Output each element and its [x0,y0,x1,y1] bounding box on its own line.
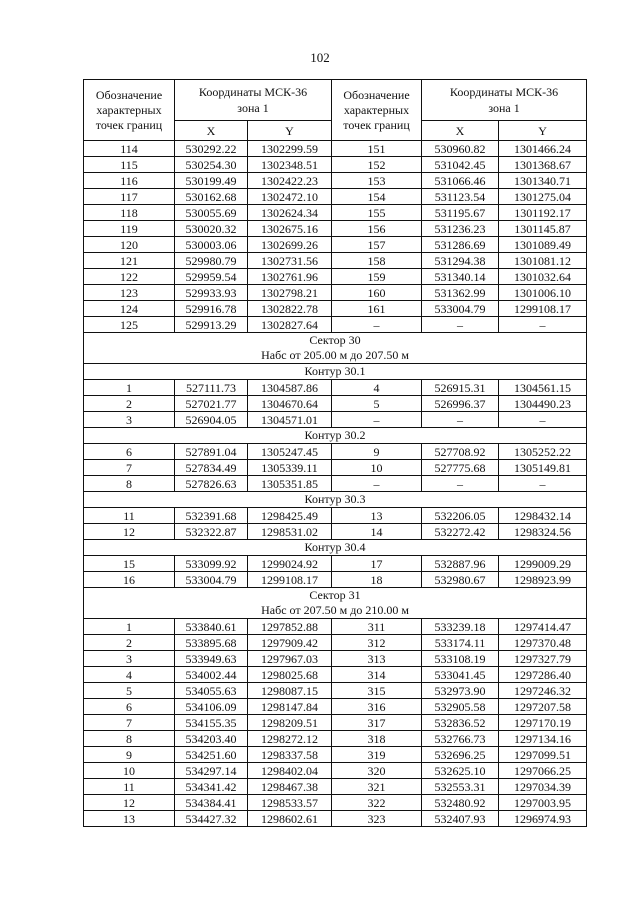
x-coordinate-cell: 532553.31 [422,779,499,795]
y-coordinate-cell: 1298087.15 [248,683,332,699]
point-label-header [84,80,175,141]
point-number-cell: 160 [332,285,422,301]
y-coordinate-cell: 1302798.21 [248,285,332,301]
x-coordinate-cell: 532206.05 [422,508,499,524]
table-row [84,317,587,333]
table-row [84,157,587,173]
y-coordinate-cell: 1305149.81 [499,460,587,476]
x-coordinate-cell: 531042.45 [422,157,499,173]
y-coordinate-cell: 1297134.16 [499,731,587,747]
y-coordinate-cell: 1301275.04 [499,189,587,205]
x-coordinate-cell: 529916.78 [175,301,248,317]
y-coordinate-cell: 1305351.85 [248,476,332,492]
point-number-cell: 120 [84,237,175,253]
table-row [84,715,587,731]
section-title-line: Контур 30.4 [304,540,366,554]
coord-group-line: Координаты МСК-36 [449,85,559,99]
point-number-cell: 318 [332,731,422,747]
page-number: 102 [310,50,330,65]
table-row [84,380,587,396]
y-coordinate-cell: 1301466.24 [499,141,587,157]
point-number-cell: 1 [84,619,175,635]
point-number-cell: 5 [332,396,422,412]
x-coordinate-cell: 532625.10 [422,763,499,779]
y-coordinate-cell: – [499,317,587,333]
x-coordinate-cell: 527775.68 [422,460,499,476]
coordinates-table [83,79,587,827]
section-title [84,492,587,508]
table-row [84,572,587,588]
x-coordinate-cell: 526996.37 [422,396,499,412]
point-label-line: точек границ [95,117,163,132]
x-coordinate-cell: 530199.49 [175,173,248,189]
point-label-line: характерных [343,102,410,117]
point-number-cell: 114 [84,141,175,157]
point-number-cell: 10 [84,763,175,779]
table-row [84,285,587,301]
y-coordinate-cell: 1305339.11 [248,460,332,476]
x-coordinate-cell: 531294.38 [422,253,499,269]
point-number-cell: 156 [332,221,422,237]
x-coordinate-cell: 529980.79 [175,253,248,269]
table-row [84,811,587,827]
point-number-cell: 11 [84,508,175,524]
section-title [84,428,587,444]
table-row [84,396,587,412]
section-header-row [84,364,587,380]
y-coordinate-cell: 1299024.92 [248,556,332,572]
y-coordinate-cell: 1298533.57 [248,795,332,811]
x-coordinate-cell: 533004.79 [422,301,499,317]
x-coordinate-cell: 534251.60 [175,747,248,763]
x-coordinate-cell: 534384.41 [175,795,248,811]
table-row [84,173,587,189]
y-coordinate-cell: 1299009.29 [499,556,587,572]
x-coordinate-cell: 532272.42 [422,524,499,540]
y-coordinate-cell: 1297207.58 [499,699,587,715]
y-coordinate-cell: 1297327.79 [499,651,587,667]
table-row [84,651,587,667]
x-coordinate-cell: 529933.93 [175,285,248,301]
point-number-cell: 121 [84,253,175,269]
point-number-cell: 122 [84,269,175,285]
point-label-line: характерных [96,102,162,117]
x-coordinate-cell: 531286.69 [422,237,499,253]
point-number-cell: 157 [332,237,422,253]
y-coordinate-cell: 1302731.56 [248,253,332,269]
x-coordinate-cell: 533041.45 [422,667,499,683]
point-number-cell: 12 [84,795,175,811]
section-title-line: Набс от 207.50 м до 210.00 м [261,603,409,617]
point-number-cell: 313 [332,651,422,667]
table-row [84,444,587,460]
y-coordinate-cell: 1298531.02 [248,524,332,540]
point-number-cell: 119 [84,221,175,237]
x-coordinate-cell: 532322.87 [175,524,248,540]
point-number-cell: 152 [332,157,422,173]
x-coordinate-cell: 532887.96 [422,556,499,572]
table-row [84,763,587,779]
y-coordinate-cell: 1298602.61 [248,811,332,827]
y-coordinate-cell: 1298272.12 [248,731,332,747]
y-coordinate-cell: 1298923.99 [499,572,587,588]
point-number-cell: 125 [84,317,175,333]
x-coordinate-cell: 531236.23 [422,221,499,237]
point-number-cell: 153 [332,173,422,189]
y-coordinate-cell: 1301089.49 [499,237,587,253]
y-coordinate-cell: 1298467.38 [248,779,332,795]
point-label-line: точек границ [343,117,410,132]
point-number-cell: 3 [84,651,175,667]
x-coordinate-cell: 531195.67 [422,205,499,221]
x-coordinate-cell: 527111.73 [175,380,248,396]
x-coordinate-cell: 533174.11 [422,635,499,651]
y-coordinate-cell: 1297170.19 [499,715,587,731]
point-number-cell: 9 [332,444,422,460]
y-coordinate-cell: 1297370.48 [499,635,587,651]
point-number-cell: 322 [332,795,422,811]
y-coordinate-cell: 1297099.51 [499,747,587,763]
point-number-cell: 16 [84,572,175,588]
y-coordinate-cell: 1299108.17 [248,572,332,588]
y-coordinate-cell: 1302348.51 [248,157,332,173]
y-coordinate-cell: 1298025.68 [248,667,332,683]
x-coordinate-cell: 532905.58 [422,699,499,715]
point-number-cell: 7 [84,715,175,731]
section-title-line: Контур 30.2 [304,428,366,442]
x-coordinate-cell: 532480.92 [422,795,499,811]
x-axis-header: X [175,121,248,141]
x-coordinate-cell: 527891.04 [175,444,248,460]
section-title [84,588,587,619]
table-header-row [84,80,587,121]
point-number-cell: 8 [84,476,175,492]
point-number-cell: 118 [84,205,175,221]
table-row [84,460,587,476]
y-coordinate-cell: 1302699.26 [248,237,332,253]
y-coordinate-cell: 1298209.51 [248,715,332,731]
point-number-cell: 123 [84,285,175,301]
point-number-cell: 161 [332,301,422,317]
table-row [84,683,587,699]
x-coordinate-cell: 533895.68 [175,635,248,651]
y-coordinate-cell: 1297066.25 [499,763,587,779]
y-coordinate-cell: 1305247.45 [248,444,332,460]
x-coordinate-cell: 532391.68 [175,508,248,524]
y-coordinate-cell: 1305252.22 [499,444,587,460]
x-coordinate-cell: 531123.54 [422,189,499,205]
section-header-row [84,588,587,619]
y-coordinate-cell: 1297034.39 [499,779,587,795]
point-number-cell: 319 [332,747,422,763]
section-header-row [84,540,587,556]
x-coordinate-cell: 533949.63 [175,651,248,667]
x-coordinate-cell: 534297.14 [175,763,248,779]
point-number-cell: 4 [84,667,175,683]
section-header-row [84,428,587,444]
y-coordinate-cell: 1298147.84 [248,699,332,715]
x-coordinate-cell: – [422,476,499,492]
table-row [84,524,587,540]
x-coordinate-cell: 532836.52 [422,715,499,731]
y-coordinate-cell: 1297414.47 [499,619,587,635]
y-coordinate-cell: 1304571.01 [248,412,332,428]
table-row [84,476,587,492]
x-coordinate-cell: 531362.99 [422,285,499,301]
point-number-cell: 155 [332,205,422,221]
table-row [84,747,587,763]
section-title-line: Контур 30.1 [304,364,366,378]
point-number-cell: 124 [84,301,175,317]
point-number-cell: 317 [332,715,422,731]
y-coordinate-cell: 1301145.87 [499,221,587,237]
x-coordinate-cell: – [422,317,499,333]
point-number-cell: 116 [84,173,175,189]
y-coordinate-cell: 1296974.93 [499,811,587,827]
point-number-cell: – [332,476,422,492]
point-number-cell: 10 [332,460,422,476]
point-number-cell: 115 [84,157,175,173]
point-number-cell: 321 [332,779,422,795]
point-number-cell: 2 [84,635,175,651]
table-row [84,205,587,221]
y-coordinate-cell: 1298425.49 [248,508,332,524]
point-number-cell: 7 [84,460,175,476]
table-row [84,667,587,683]
x-coordinate-cell: 530020.32 [175,221,248,237]
x-coordinate-cell: 527708.92 [422,444,499,460]
y-coordinate-cell: 1304561.15 [499,380,587,396]
y-coordinate-cell: 1297286.40 [499,667,587,683]
table-row [84,237,587,253]
y-coordinate-cell: – [499,476,587,492]
table-row [84,779,587,795]
y-axis-header: Y [248,121,332,141]
table-row [84,253,587,269]
x-coordinate-cell: 533239.18 [422,619,499,635]
y-coordinate-cell: 1302299.59 [248,141,332,157]
point-number-cell: 316 [332,699,422,715]
y-coordinate-cell: 1297003.95 [499,795,587,811]
y-axis-header: Y [499,121,587,141]
y-coordinate-cell: – [499,412,587,428]
y-coordinate-cell: 1301340.71 [499,173,587,189]
table-row [84,221,587,237]
point-number-cell: 151 [332,141,422,157]
x-coordinate-cell: 532407.93 [422,811,499,827]
x-coordinate-cell: 532696.25 [422,747,499,763]
x-coordinate-cell: 532766.73 [422,731,499,747]
section-title-line: Контур 30.3 [304,492,366,506]
point-number-cell: 18 [332,572,422,588]
point-number-cell: 14 [332,524,422,540]
x-axis-header: X [422,121,499,141]
point-number-cell: 17 [332,556,422,572]
section-title-line: Набс от 205.00 м до 207.50 м [261,348,409,362]
x-coordinate-cell: 534155.35 [175,715,248,731]
table-row [84,301,587,317]
point-number-cell: 158 [332,253,422,269]
point-number-cell: 13 [332,508,422,524]
x-coordinate-cell: 533840.61 [175,619,248,635]
x-coordinate-cell: 533099.92 [175,556,248,572]
point-number-cell: 5 [84,683,175,699]
y-coordinate-cell: 1302675.16 [248,221,332,237]
x-coordinate-cell: 532980.67 [422,572,499,588]
point-number-cell: 312 [332,635,422,651]
x-coordinate-cell: 534106.09 [175,699,248,715]
x-coordinate-cell: 527826.63 [175,476,248,492]
y-coordinate-cell: 1302422.23 [248,173,332,189]
section-header-row [84,492,587,508]
y-coordinate-cell: 1297967.03 [248,651,332,667]
y-coordinate-cell: 1297909.42 [248,635,332,651]
x-coordinate-cell: 526904.05 [175,412,248,428]
point-number-cell: 117 [84,189,175,205]
x-coordinate-cell: 529913.29 [175,317,248,333]
point-number-cell: – [332,317,422,333]
section-title-line: Сектор 31 [309,588,361,602]
point-number-cell: 11 [84,779,175,795]
table-row [84,412,587,428]
point-number-cell: 6 [84,699,175,715]
y-coordinate-cell: 1301006.10 [499,285,587,301]
x-coordinate-cell: 531066.46 [422,173,499,189]
y-coordinate-cell: 1304587.86 [248,380,332,396]
section-title [84,333,587,364]
y-coordinate-cell: 1302624.34 [248,205,332,221]
x-coordinate-cell: 533004.79 [175,572,248,588]
table-row [84,731,587,747]
point-number-cell: 8 [84,731,175,747]
x-coordinate-cell: 534341.42 [175,779,248,795]
point-number-cell: 6 [84,444,175,460]
y-coordinate-cell: 1299108.17 [499,301,587,317]
point-number-cell: 2 [84,396,175,412]
x-coordinate-cell: 530254.30 [175,157,248,173]
point-label-header [332,80,422,141]
section-title-line: Сектор 30 [309,333,361,347]
point-number-cell: 315 [332,683,422,699]
x-coordinate-cell: – [422,412,499,428]
point-number-cell: 159 [332,269,422,285]
point-label-line: Обозначение [95,87,163,102]
point-number-cell: 3 [84,412,175,428]
coord-group-line: зона 1 [237,101,269,115]
point-number-cell: 13 [84,811,175,827]
x-coordinate-cell: 531340.14 [422,269,499,285]
table-row [84,619,587,635]
table-row [84,189,587,205]
y-coordinate-cell: 1301081.12 [499,253,587,269]
y-coordinate-cell: 1302827.64 [248,317,332,333]
x-coordinate-cell: 534427.32 [175,811,248,827]
coord-group-line: Координаты МСК-36 [198,85,308,99]
section-title [84,540,587,556]
x-coordinate-cell: 527834.49 [175,460,248,476]
x-coordinate-cell: 534203.40 [175,731,248,747]
x-coordinate-cell: 534055.63 [175,683,248,699]
point-label-line: Обозначение [343,87,410,102]
point-number-cell: – [332,412,422,428]
coord-group-line: зона 1 [488,101,520,115]
point-number-cell: 4 [332,380,422,396]
y-coordinate-cell: 1301368.67 [499,157,587,173]
y-coordinate-cell: 1297852.88 [248,619,332,635]
y-coordinate-cell: 1301192.17 [499,205,587,221]
y-coordinate-cell: 1304490.23 [499,396,587,412]
x-coordinate-cell: 529959.54 [175,269,248,285]
x-coordinate-cell: 530055.69 [175,205,248,221]
table-row [84,699,587,715]
x-coordinate-cell: 526915.31 [422,380,499,396]
x-coordinate-cell: 532973.90 [422,683,499,699]
x-coordinate-cell: 530960.82 [422,141,499,157]
x-coordinate-cell: 530162.68 [175,189,248,205]
x-coordinate-cell: 533108.19 [422,651,499,667]
point-number-cell: 12 [84,524,175,540]
point-number-cell: 320 [332,763,422,779]
point-number-cell: 311 [332,619,422,635]
x-coordinate-cell: 530292.22 [175,141,248,157]
x-coordinate-cell: 534002.44 [175,667,248,683]
table-row [84,508,587,524]
section-title [84,364,587,380]
y-coordinate-cell: 1304670.64 [248,396,332,412]
point-number-cell: 314 [332,667,422,683]
table-row [84,141,587,157]
y-coordinate-cell: 1302761.96 [248,269,332,285]
point-number-cell: 1 [84,380,175,396]
y-coordinate-cell: 1298337.58 [248,747,332,763]
x-coordinate-cell: 527021.77 [175,396,248,412]
section-header-row [84,333,587,364]
point-number-cell: 154 [332,189,422,205]
x-coordinate-cell: 530003.06 [175,237,248,253]
y-coordinate-cell: 1298402.04 [248,763,332,779]
y-coordinate-cell: 1298324.56 [499,524,587,540]
table-row [84,556,587,572]
coord-group-header [422,80,587,121]
point-number-cell: 15 [84,556,175,572]
point-number-cell: 323 [332,811,422,827]
y-coordinate-cell: 1302822.78 [248,301,332,317]
y-coordinate-cell: 1302472.10 [248,189,332,205]
table-row [84,795,587,811]
table-row [84,635,587,651]
table-row [84,269,587,285]
y-coordinate-cell: 1298432.14 [499,508,587,524]
coord-group-header [175,80,332,121]
y-coordinate-cell: 1297246.32 [499,683,587,699]
y-coordinate-cell: 1301032.64 [499,269,587,285]
point-number-cell: 9 [84,747,175,763]
